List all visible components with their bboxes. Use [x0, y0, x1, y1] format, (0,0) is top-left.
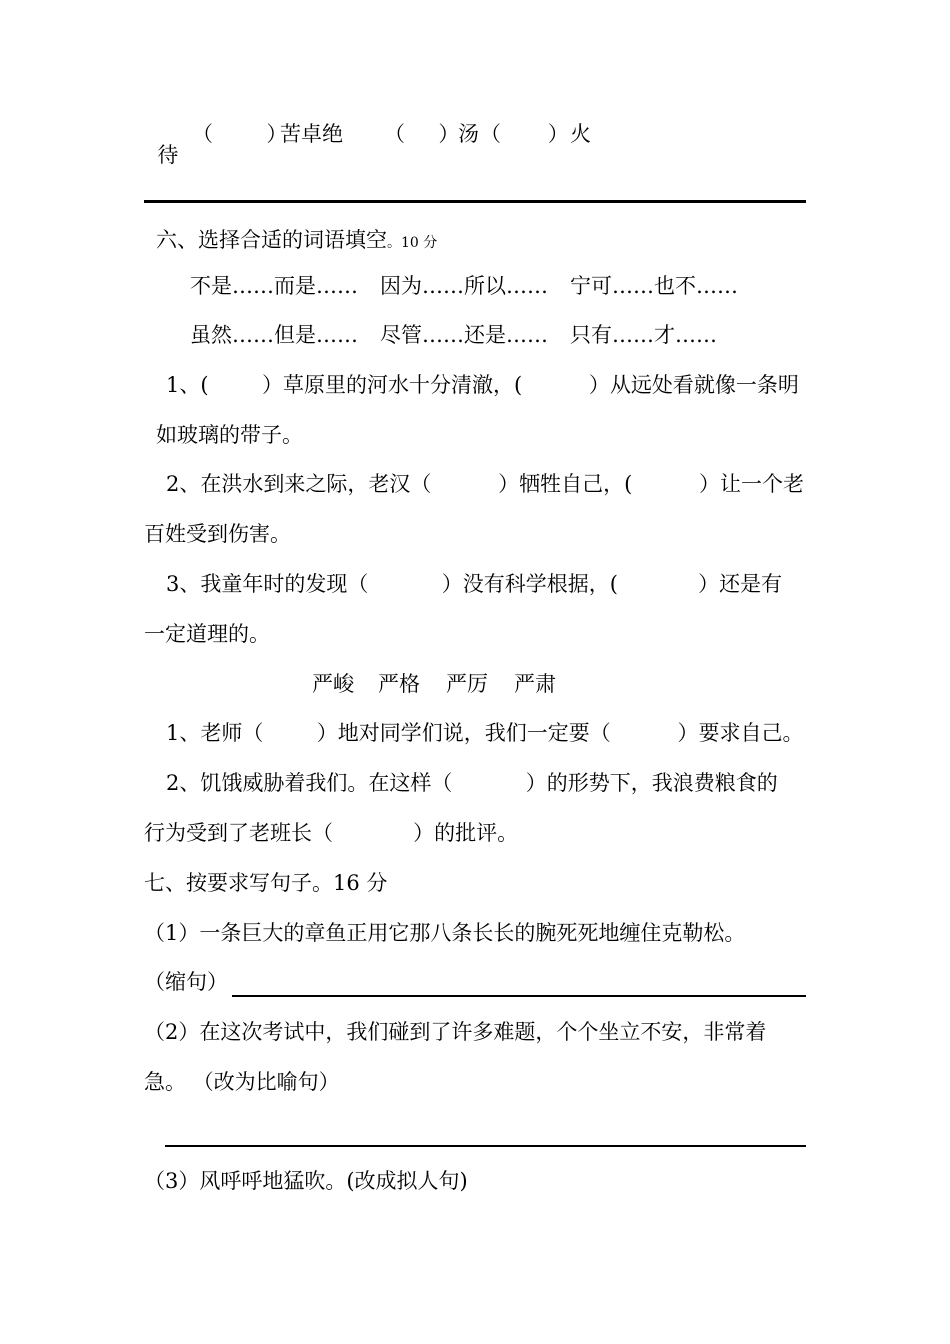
- s2-line2: 急。 （改为比喻句）: [144, 1070, 340, 1094]
- top-fill-line: [144, 124, 178, 166]
- blank-2: （ ）: [384, 122, 460, 146]
- s1-prompt: （缩句）: [144, 970, 228, 994]
- char-3: 汤: [458, 122, 479, 146]
- r1-line: 1、老师（ ）地对同学们说，我们一定要（ ）要求自己。: [166, 721, 804, 745]
- q3-line1: 3、我童年时的发现（ ）没有科学根据，( ）还是有: [166, 572, 783, 596]
- s3-line: （3）风呼呼地猛吹。(改成拟人句): [144, 1169, 468, 1193]
- q2-line2: 百姓受到伤害。: [144, 522, 291, 546]
- word-option-2: 严格: [378, 672, 420, 696]
- section6-heading: [156, 230, 437, 251]
- r2-line1: 2、饥饿威胁着我们。在这样（ ）的形势下，我浪费粮食的: [166, 771, 778, 795]
- answer-line-2: [165, 1145, 806, 1147]
- q2-line1: 2、在洪水到来之际，老汉（ ）牺牲自己，( ）让一个老: [166, 472, 805, 496]
- option-row1-b: 因为……所以……: [380, 274, 548, 298]
- word-option-1: 严峻: [312, 672, 354, 696]
- option-row2-b: 尽管……还是……: [380, 323, 548, 347]
- blank-1: （ ）: [192, 122, 288, 146]
- s2-line1: （2）在这次考试中，我们碰到了许多难题，个个坐立不安，非常着: [144, 1020, 767, 1044]
- option-row1-a: 不是……而是……: [190, 274, 358, 298]
- section6-title: 六、选择合适的词语填空: [156, 228, 387, 252]
- word-option-4: 严肃: [514, 672, 556, 696]
- option-row2-a: 虽然……但是……: [190, 323, 358, 347]
- section6-score: 。10 分: [387, 235, 438, 251]
- option-row1-c: 宁可……也不……: [570, 274, 738, 298]
- char-4: 火: [570, 122, 591, 146]
- option-row2-c: 只有……才……: [570, 323, 717, 347]
- answer-line-1: [232, 995, 806, 997]
- q1-line1: 1、( ）草原里的河水十分清澈，( ）从远处看就像一条明: [166, 373, 799, 397]
- s1-line: （1）一条巨大的章鱼正用它那八条长长的腕死死地缠住克勒松。: [144, 921, 746, 945]
- phrase-2: 苦卓绝: [280, 122, 343, 146]
- blank-3: （ ）: [480, 122, 569, 146]
- section7-title: 七、按要求写句子。16 分: [144, 871, 388, 895]
- r2-line2: 行为受到了老班长（ ）的批评。: [144, 821, 519, 845]
- char-1: 待: [157, 143, 179, 167]
- q3-line2: 一定道理的。: [144, 622, 270, 646]
- word-option-3: 严厉: [446, 672, 488, 696]
- q1-line2: 如玻璃的带子。: [156, 423, 303, 447]
- thick-divider: [144, 200, 806, 203]
